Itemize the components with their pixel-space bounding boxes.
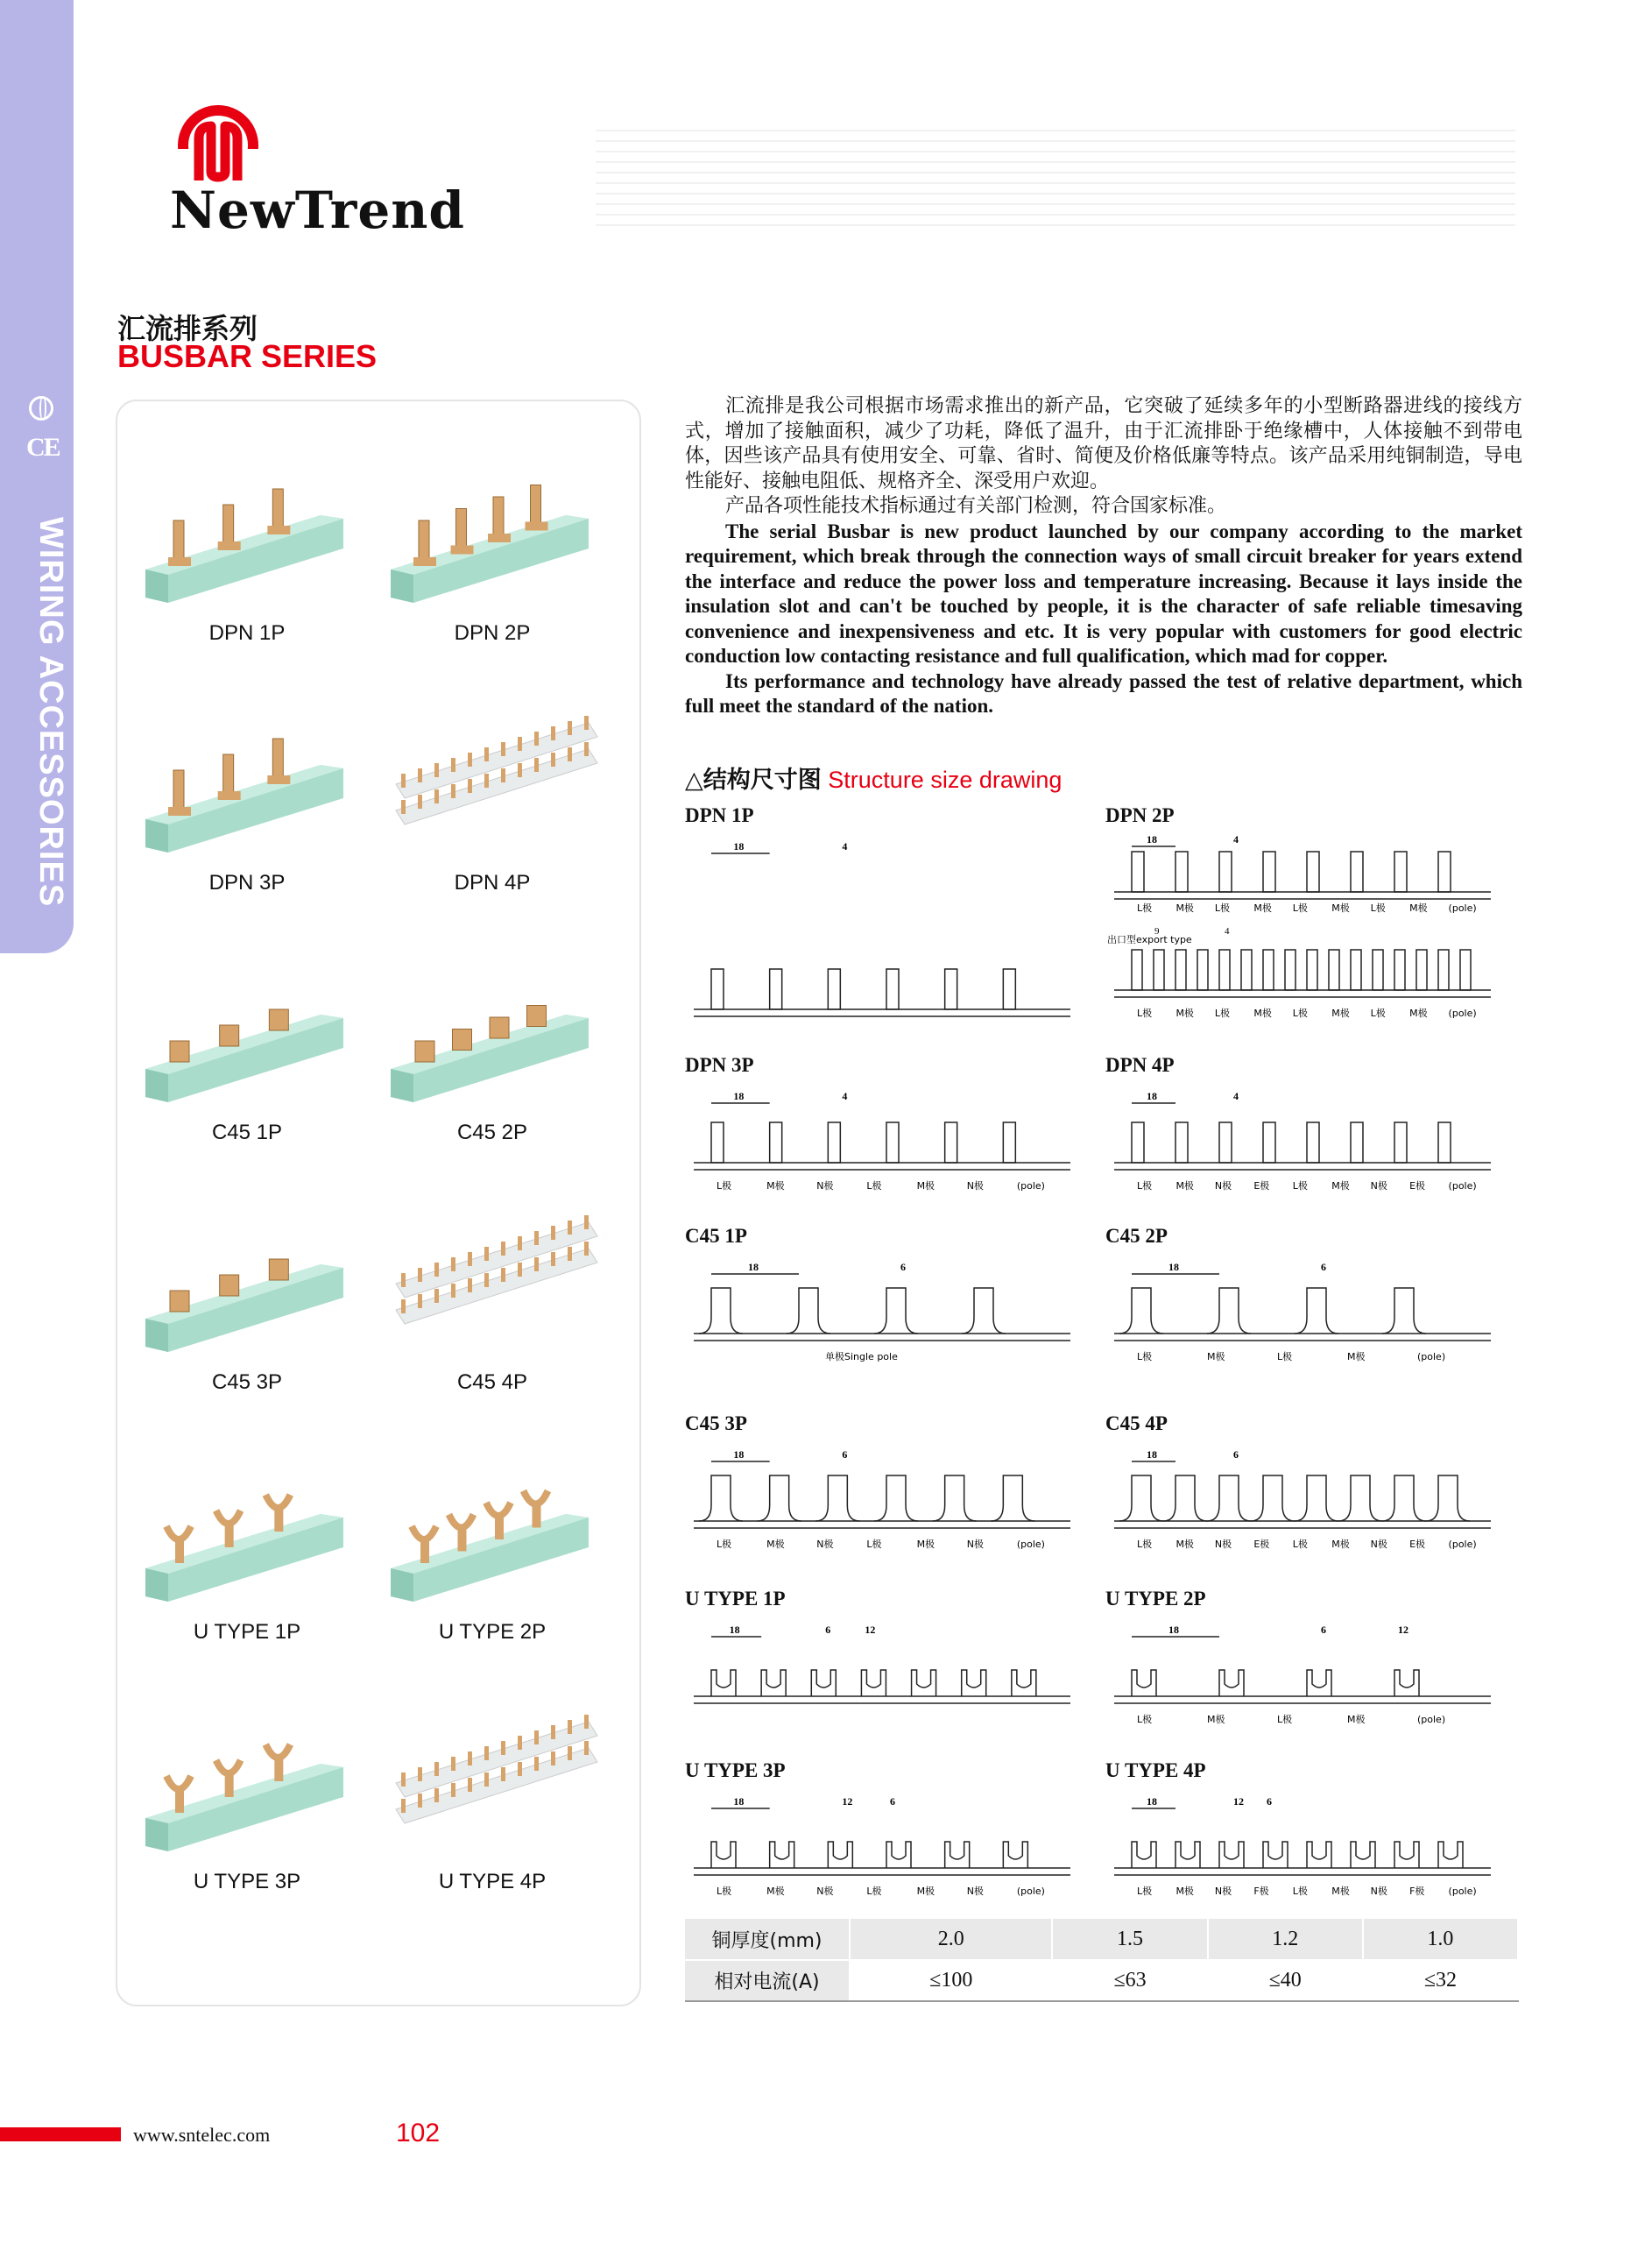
- pole-label: L极: [1137, 902, 1153, 914]
- pole-label: (pole): [1448, 1180, 1477, 1192]
- product-card: [378, 1463, 606, 1645]
- pole-label: (pole): [1448, 1539, 1477, 1550]
- pole-label: L极: [1292, 1180, 1308, 1192]
- table-cell: 1.2: [1208, 1919, 1363, 1960]
- footer-website-link[interactable]: www.sntelec.com: [133, 2124, 271, 2146]
- pole-label: N极: [816, 1539, 834, 1550]
- pole-label: M极: [1331, 1539, 1350, 1550]
- certification-marks: [26, 396, 60, 463]
- pole-label: (pole): [1016, 1886, 1045, 1897]
- drawing-title: U TYPE 1P: [685, 1588, 786, 1610]
- pole-label: L极: [1277, 1351, 1293, 1362]
- pole-label: N极: [966, 1539, 984, 1550]
- dimension-drawing: [1105, 1789, 1517, 1921]
- pole-label: M极: [1331, 902, 1350, 914]
- product-card: [133, 714, 361, 895]
- dimension-label: 18: [733, 1090, 745, 1102]
- description: [685, 394, 1522, 719]
- dimension-label: 18: [1147, 1448, 1157, 1461]
- pole-label: M极: [1175, 1539, 1194, 1550]
- pole-label: (pole): [1016, 1180, 1045, 1192]
- product-label: DPN 3P: [208, 871, 286, 895]
- dimension-label: 6: [825, 1624, 831, 1636]
- page-title-en: BUSBAR SERIES: [117, 338, 378, 374]
- drawing-panel: [685, 1588, 1097, 1763]
- drawing-panel: [1105, 1225, 1517, 1400]
- pole-label: L极: [1370, 902, 1386, 914]
- pole-label: M极: [766, 1180, 785, 1192]
- pole-label: (pole): [1016, 1539, 1045, 1550]
- pole-label: L极: [1277, 1714, 1293, 1725]
- pole-label: L极: [1137, 1351, 1153, 1362]
- pole-label: F极: [1253, 1886, 1269, 1897]
- drawing-panel: [1105, 804, 1517, 1019]
- product-card: [378, 714, 606, 895]
- pole-label: L极: [866, 1886, 882, 1897]
- dimension-drawing: [685, 1789, 1097, 1921]
- dimension-label: 18: [1168, 1261, 1179, 1273]
- drawing-panel: [685, 1054, 1097, 1229]
- dimension-label: 6: [1321, 1261, 1326, 1273]
- product-card: [378, 964, 606, 1145]
- pole-label: N极: [1370, 1886, 1387, 1897]
- dimension-drawing: [685, 1084, 1097, 1215]
- pole-label: L极: [866, 1539, 882, 1550]
- drawing-title: C45 1P: [685, 1225, 747, 1247]
- dimension-label: 12: [865, 1624, 876, 1636]
- description-en-2: Its performance and technology have already passed the test of relative department, which full meet the standard of the nation.: [685, 669, 1522, 717]
- pole-label: N极: [1214, 1886, 1232, 1897]
- product-image: [378, 1713, 606, 1862]
- product-card: [133, 464, 361, 646]
- product-card: [378, 1213, 606, 1395]
- dimension-label: 12: [1233, 1795, 1244, 1808]
- dimension-label: 6: [900, 1261, 906, 1273]
- drawing-note: 单极Single pole: [825, 1351, 898, 1362]
- drawing-title: DPN 1P: [685, 804, 754, 826]
- dimension-label: 12: [842, 1795, 853, 1808]
- dimension-label: 4: [1233, 1090, 1239, 1102]
- pole-label: L极: [1292, 1539, 1308, 1550]
- pole-label: M极: [916, 1539, 935, 1550]
- pole-label: L极: [1137, 1886, 1153, 1897]
- pole-label: M极: [1331, 1180, 1350, 1192]
- drawing-title: C45 2P: [1105, 1225, 1168, 1247]
- brand-logo-icon: [176, 103, 260, 188]
- pole-label: N极: [1370, 1539, 1387, 1550]
- product-label: C45 3P: [211, 1370, 283, 1394]
- pole-label: L极: [717, 1539, 732, 1550]
- dimension-drawing: [685, 1255, 1097, 1386]
- product-card: [378, 464, 606, 646]
- pole-label: (pole): [1448, 1886, 1477, 1897]
- product-image: [378, 714, 606, 863]
- dimension-drawing: [685, 1617, 1097, 1749]
- pole-label: M极: [1409, 1008, 1428, 1019]
- pole-label: M极: [1175, 1008, 1194, 1019]
- pole-label: L极: [1292, 1886, 1308, 1897]
- pole-label: M极: [1175, 1180, 1194, 1192]
- svg-text:4: 4: [1225, 926, 1230, 937]
- pole-label: (pole): [1448, 902, 1477, 914]
- section-title-en: Structure size drawing: [828, 767, 1063, 793]
- table-row: [685, 1919, 1518, 1960]
- pole-label: L极: [866, 1180, 882, 1192]
- product-label: C45 1P: [211, 1121, 283, 1144]
- drawing-title: C45 4P: [1105, 1412, 1168, 1434]
- pole-label: M极: [1175, 1886, 1194, 1897]
- product-image: [133, 1463, 361, 1612]
- dimension-drawing: [685, 1442, 1097, 1574]
- pole-label: (pole): [1417, 1714, 1446, 1725]
- pole-label: L极: [1137, 1714, 1153, 1725]
- dimension-drawing: [1105, 1255, 1517, 1386]
- header-decoration: [596, 130, 1515, 226]
- pole-label: M极: [1207, 1351, 1225, 1362]
- pole-label: L极: [717, 1180, 732, 1192]
- pole-label: (pole): [1448, 1008, 1477, 1019]
- product-card: [133, 1713, 361, 1894]
- pole-label: M极: [1409, 902, 1428, 914]
- description-cn-2: 产品各项性能技术指标通过有关部门检测，符合国家标准。: [725, 495, 1227, 517]
- pole-label: N极: [1370, 1180, 1387, 1192]
- dimension-drawing: [1105, 834, 1517, 1044]
- dimension-label: 6: [842, 1448, 848, 1461]
- svg-text:9: 9: [1154, 926, 1160, 937]
- pole-label: M极: [1331, 1886, 1350, 1897]
- row-header: 铜厚度(mm): [685, 1919, 850, 1960]
- pole-label: E极: [1253, 1539, 1270, 1550]
- product-label: C45 2P: [456, 1121, 528, 1144]
- drawing-panel: [685, 1759, 1097, 1935]
- product-image: [133, 714, 361, 863]
- product-image: [378, 1213, 606, 1362]
- pole-label: F极: [1409, 1886, 1425, 1897]
- pole-label: M极: [916, 1886, 935, 1897]
- pole-label: N极: [1214, 1539, 1232, 1550]
- brand-name: NewTrend: [170, 180, 465, 240]
- dimension-label: 6: [890, 1795, 895, 1808]
- product-image: [133, 964, 361, 1113]
- dimension-label: 18: [1147, 1090, 1157, 1102]
- pole-label: L极: [1137, 1008, 1153, 1019]
- drawing-panel: [1105, 1588, 1517, 1763]
- pole-label: M极: [1331, 1008, 1350, 1019]
- pole-label: M极: [766, 1886, 785, 1897]
- product-image: [133, 464, 361, 613]
- drawing-panel: [1105, 1412, 1517, 1588]
- pole-label: M极: [916, 1180, 935, 1192]
- product-card: [133, 964, 361, 1145]
- spec-table: [685, 1919, 1519, 2002]
- row-header: 相对电流(A): [685, 1960, 850, 2001]
- drawing-title: U TYPE 2P: [1105, 1588, 1206, 1610]
- product-image: [378, 464, 606, 613]
- dimension-label: 4: [842, 1090, 848, 1102]
- dimension-label: 4: [842, 840, 848, 853]
- pole-label: M极: [1347, 1351, 1366, 1362]
- dimension-label: 18: [729, 1624, 740, 1636]
- product-card: [133, 1213, 361, 1395]
- dimension-label: 18: [733, 1795, 745, 1808]
- pole-label: L极: [1292, 1008, 1308, 1019]
- pole-label: N极: [966, 1886, 984, 1897]
- dimension-label: 18: [1168, 1624, 1179, 1636]
- pole-label: N极: [816, 1886, 834, 1897]
- description-cn-1: 汇流排是我公司根据市场需求推出的新产品，它突破了延续多年的小型断路器进线的接线方式，增加了接触面积，减少了功耗，降低了温升，由于汇流排卧于绝缘槽中，人体接触不到带电体，因些该产品具有使用安全、可靠、省时、简便及价格低廉等特点。该产品采用纯铜制造，导电性能好、接触电阻低、规格齐全、深受用户欢迎。: [685, 395, 1522, 492]
- dimension-label: 6: [1267, 1795, 1272, 1808]
- section-heading: [685, 761, 1062, 795]
- drawing-panel: [685, 804, 1097, 980]
- pole-label: E极: [1409, 1180, 1426, 1192]
- pole-label: L极: [1214, 1008, 1231, 1019]
- table-cell: ≤100: [850, 1960, 1052, 2001]
- pole-label: M极: [1253, 902, 1272, 914]
- product-card: [133, 1463, 361, 1645]
- product-image: [378, 964, 606, 1113]
- globe-icon: [29, 396, 53, 421]
- pole-label: L极: [1137, 1180, 1153, 1192]
- product-label: U TYPE 1P: [193, 1620, 301, 1644]
- pole-label: E极: [1253, 1180, 1270, 1192]
- product-card: [378, 1713, 606, 1894]
- drawing-panel: [685, 1412, 1097, 1588]
- pole-label: N极: [816, 1180, 834, 1192]
- dimension-label: 12: [1398, 1624, 1408, 1636]
- table-cell: ≤40: [1208, 1960, 1363, 2001]
- table-cell: 1.5: [1052, 1919, 1207, 1960]
- footer-accent-bar: [0, 2127, 121, 2141]
- pole-label: M极: [1253, 1008, 1272, 1019]
- drawing-title: DPN 3P: [685, 1054, 754, 1076]
- pole-label: N极: [1214, 1180, 1232, 1192]
- page-title-cn: 汇流排系列: [117, 312, 258, 345]
- dimension-label: 18: [733, 1448, 745, 1461]
- dimension-label: 4: [1233, 834, 1239, 846]
- drawing-title: U TYPE 3P: [685, 1759, 786, 1781]
- pole-label: L极: [717, 1886, 732, 1897]
- description-en-1: The serial Busbar is new product launched by our company according to the market requirement, which break through the connection ways of small circuit breaker for years extend the interface and reduce the power loss and temperature increasing. Because it lays inside the insulation slot and can't be touched by people, it is the character of safe reliable timesaving convenience and inexpensiveness and etc. It is very popular with customers for good electric conduction low contacting resistance and full qualification, which mad for copper.: [685, 520, 1522, 667]
- product-image: [133, 1213, 361, 1362]
- pole-label: L极: [1137, 1539, 1153, 1550]
- table-cell: 1.0: [1363, 1919, 1518, 1960]
- pole-label: E极: [1409, 1539, 1426, 1550]
- pole-label: M极: [1175, 902, 1194, 914]
- dimension-label: 18: [1147, 1795, 1157, 1808]
- dimension-label: 18: [733, 840, 745, 853]
- drawing-title: DPN 4P: [1105, 1054, 1175, 1076]
- drawing-panel: [685, 1225, 1097, 1400]
- product-label: U TYPE 4P: [438, 1870, 547, 1893]
- product-label: U TYPE 2P: [438, 1620, 547, 1644]
- dimension-drawing: [685, 834, 1097, 1044]
- pole-label: M极: [1207, 1714, 1225, 1725]
- dimension-drawing: [1105, 1084, 1517, 1215]
- page-number: 102: [396, 2119, 441, 2147]
- product-label: DPN 4P: [454, 871, 531, 895]
- table-cell: ≤32: [1363, 1960, 1518, 2001]
- drawing-title: U TYPE 4P: [1105, 1759, 1206, 1781]
- product-label: U TYPE 3P: [193, 1870, 301, 1893]
- table-cell: ≤63: [1052, 1960, 1207, 2001]
- pole-label: (pole): [1417, 1351, 1446, 1362]
- dimension-drawing: [1105, 1617, 1517, 1749]
- dimension-label: 18: [748, 1261, 759, 1273]
- pole-label: N极: [966, 1180, 984, 1192]
- pole-label: M极: [766, 1539, 785, 1550]
- drawing-panel: [1105, 1054, 1517, 1229]
- product-label: DPN 2P: [454, 621, 531, 645]
- dimension-label: 18: [1147, 834, 1157, 846]
- pole-label: L极: [1214, 902, 1231, 914]
- table-row: [685, 1960, 1518, 2001]
- side-tab-label: WIRING ACCESSORIES: [32, 517, 69, 908]
- drawing-panel: [1105, 1759, 1517, 1935]
- product-label: C45 4P: [456, 1370, 528, 1394]
- drawing-title: C45 3P: [685, 1412, 747, 1434]
- product-image: [378, 1463, 606, 1612]
- drawing-note: 出口型export type: [1107, 934, 1192, 945]
- pole-label: L极: [1370, 1008, 1386, 1019]
- product-label: DPN 1P: [208, 621, 286, 645]
- drawing-title: DPN 2P: [1105, 804, 1175, 826]
- ce-mark: CE: [26, 433, 60, 462]
- section-title-cn: △结构尺寸图: [685, 767, 822, 794]
- pole-label: L极: [1292, 902, 1308, 914]
- product-image: [133, 1713, 361, 1862]
- dimension-label: 6: [1321, 1624, 1326, 1636]
- dimension-label: 6: [1233, 1448, 1239, 1461]
- table-cell: 2.0: [850, 1919, 1052, 1960]
- dimension-drawing: [1105, 1442, 1517, 1574]
- pole-label: M极: [1347, 1714, 1366, 1725]
